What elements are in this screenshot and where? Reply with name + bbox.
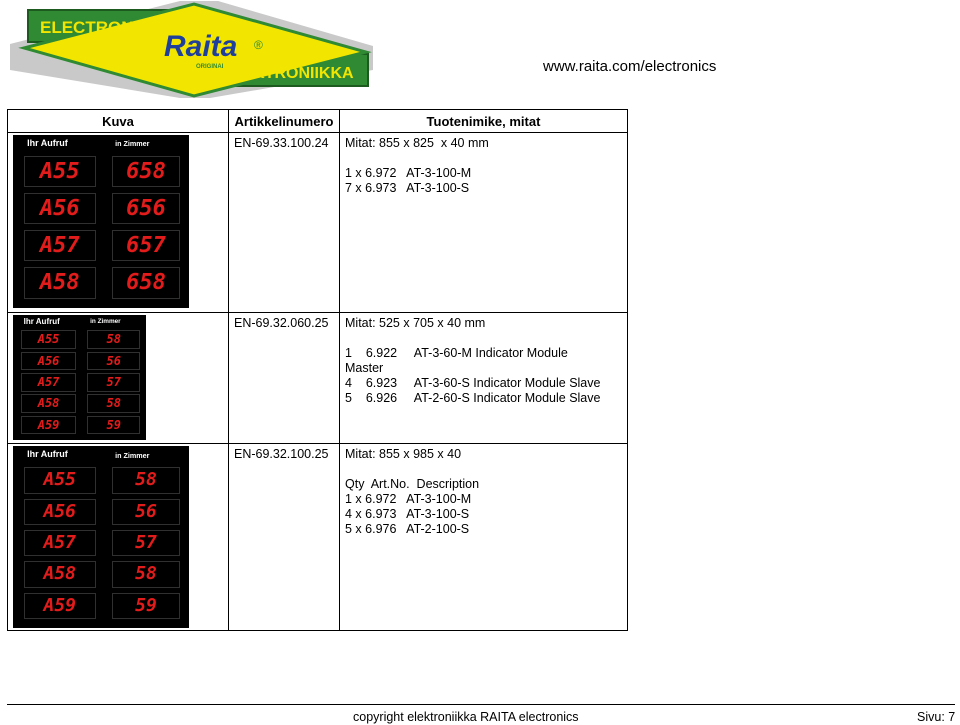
product-image-cell <box>8 313 229 444</box>
room-number-display: 59 <box>87 416 140 435</box>
description-line: Master <box>345 361 384 375</box>
room-number-display: 56 <box>112 499 181 525</box>
room-number-display: 59 <box>112 593 181 619</box>
col-header-image: Kuva <box>8 110 229 133</box>
call-number-display: A55 <box>24 156 96 187</box>
logo-text-elektroniikka: ELEKTRONIIKKA <box>222 65 354 82</box>
room-number-display: 658 <box>112 156 181 187</box>
table-header-row <box>8 110 628 133</box>
logo-text-mark: ® <box>254 38 263 52</box>
call-number-display: A59 <box>21 416 76 435</box>
footer-page-number: Sivu: 7 <box>917 710 956 724</box>
panel-label-call: Ihr Aufruf <box>27 137 68 148</box>
room-number-display: 658 <box>112 267 181 298</box>
room-number-display: 58 <box>87 394 140 413</box>
description-line <box>345 151 627 166</box>
product-image-cell <box>8 133 229 313</box>
call-number-display: A56 <box>21 352 76 371</box>
call-number-display: A56 <box>24 499 96 525</box>
panel-label-call: Ihr Aufruf <box>27 448 68 459</box>
description-line: 7 x 6.973 AT-3-100-S <box>345 181 470 195</box>
table-row <box>8 133 628 313</box>
description-line <box>345 331 627 346</box>
col-header-product-name: Tuotenimike, mitat <box>340 110 628 133</box>
logo-text-original: ORIGINAL <box>196 64 226 70</box>
description-line: Mitat: 855 x 825 x 40 mm <box>345 136 489 150</box>
product-image <box>13 315 146 440</box>
description-line <box>345 462 627 477</box>
call-number-display: A55 <box>24 467 96 493</box>
footer-copyright: copyright elektroniikka RAITA electronics <box>353 710 579 724</box>
description-line: 5 x 6.976 AT-2-100-S <box>345 522 470 536</box>
description-line: 1 x 6.972 AT-3-100-M <box>345 166 472 180</box>
product-description <box>340 313 628 444</box>
room-number-display: 58 <box>112 467 181 493</box>
call-number-display: A58 <box>24 267 96 298</box>
panel-label-room: in Zimmer <box>115 139 150 149</box>
call-number-display: A58 <box>21 394 76 413</box>
panel-label-room: in Zimmer <box>115 450 150 460</box>
table-row <box>8 444 628 631</box>
room-number-display: 657 <box>112 230 181 261</box>
panel-label-room: in Zimmer <box>90 318 121 326</box>
room-number-display: 58 <box>112 561 181 587</box>
logo-text-electronics: ELECTRONICS <box>40 18 162 37</box>
call-number-display: A55 <box>21 330 76 349</box>
room-number-display: 57 <box>87 373 140 392</box>
table-row <box>8 313 628 444</box>
article-number: EN-69.32.100.25 <box>229 444 340 631</box>
description-line: Mitat: 525 x 705 x 40 mm <box>345 316 486 330</box>
room-number-display: 57 <box>112 530 181 556</box>
description-line: 1 x 6.972 AT-3-100-M <box>345 492 472 506</box>
product-table <box>7 109 628 631</box>
panel-label-call: Ihr Aufruf <box>23 316 60 326</box>
call-number-display: A56 <box>24 193 96 224</box>
logo-text-raita: Raita <box>164 30 238 63</box>
col-header-article-number: Artikkelinumero <box>229 110 340 133</box>
raita-logo <box>4 0 376 100</box>
call-number-display: A58 <box>24 561 96 587</box>
description-line: 5 6.926 AT-2-60-S Indicator Module Slave <box>345 391 601 405</box>
call-number-display: A59 <box>24 593 96 619</box>
room-number-display: 56 <box>87 352 140 371</box>
site-url[interactable]: www.raita.com/electronics <box>543 58 717 75</box>
call-number-display: A57 <box>24 230 96 261</box>
product-description <box>340 444 628 631</box>
product-image <box>13 135 189 308</box>
footer-divider <box>7 704 955 705</box>
room-number-display: 58 <box>87 330 140 349</box>
call-number-display: A57 <box>24 530 96 556</box>
article-number: EN-69.33.100.24 <box>229 133 340 313</box>
product-image-cell <box>8 444 229 631</box>
product-description <box>340 133 628 313</box>
call-number-display: A57 <box>21 373 76 392</box>
article-number: EN-69.32.060.25 <box>229 313 340 444</box>
product-image <box>13 446 189 628</box>
description-line: 4 x 6.973 AT-3-100-S <box>345 507 470 521</box>
description-line: Mitat: 855 x 985 x 40 <box>345 447 462 461</box>
description-line: Qty Art.No. Description <box>345 477 480 491</box>
description-line: 4 6.923 AT-3-60-S Indicator Module Slave <box>345 376 601 390</box>
room-number-display: 656 <box>112 193 181 224</box>
description-line: 1 6.922 AT-3-60-M Indicator Module <box>345 346 568 360</box>
